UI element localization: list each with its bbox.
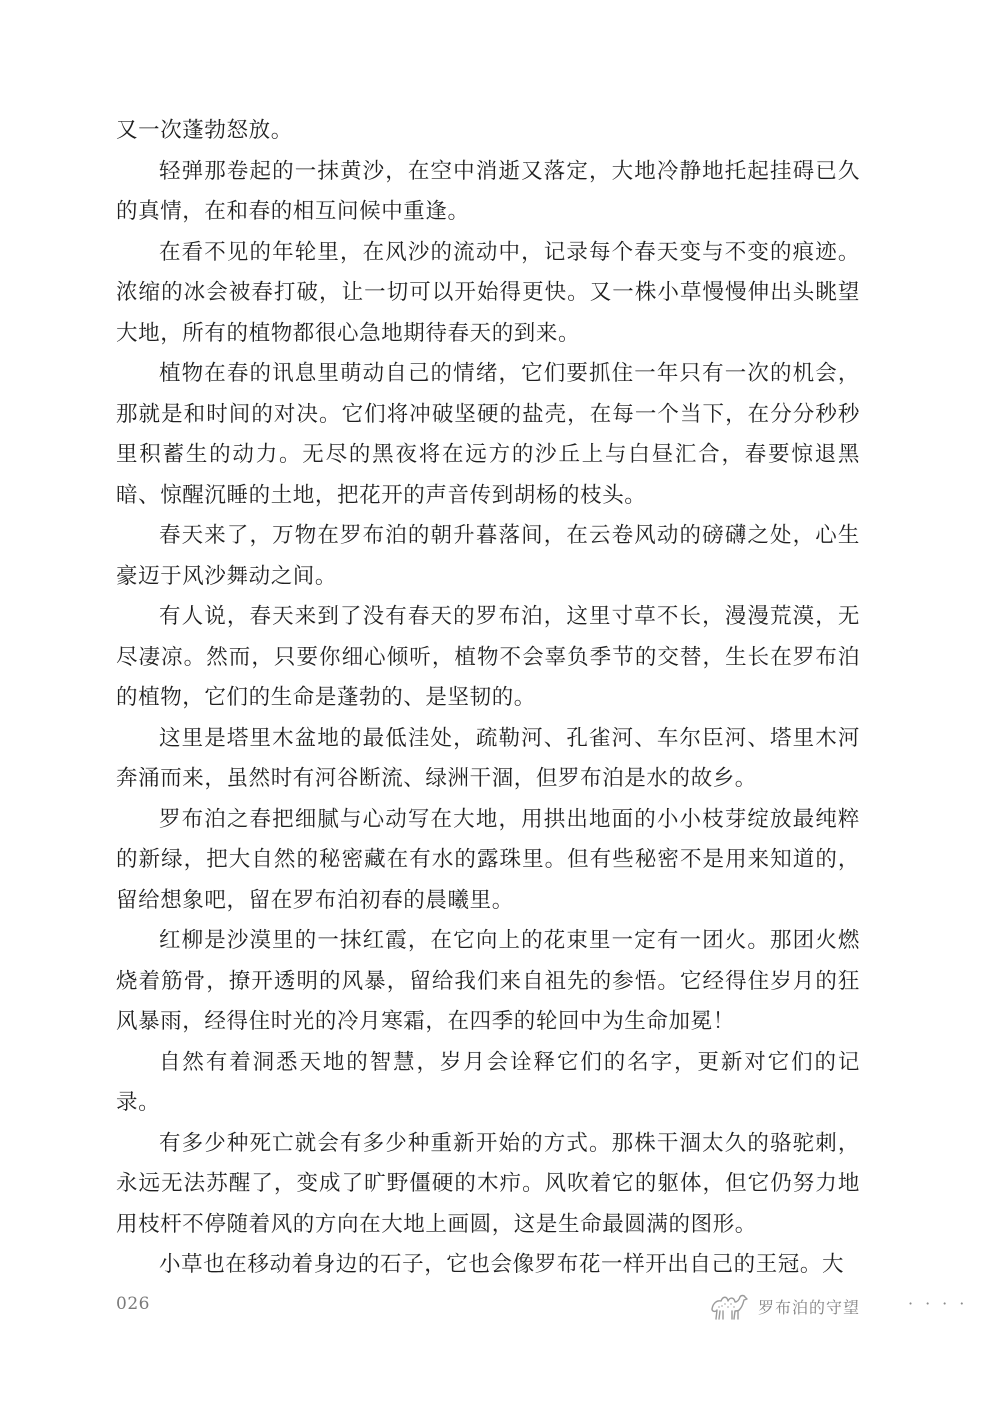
paragraph-5: 春天来了，万物在罗布泊的朝升暮落间，在云卷风动的磅礴之处，心生豪迈于风沙舞动之间。 bbox=[116, 523, 860, 589]
page-footer bbox=[116, 1286, 1003, 1326]
book-title: 罗布泊的守望 bbox=[758, 1297, 861, 1317]
paragraph-4: 植物在春的讯息里萌动自己的情绪，它们要抓住一年只有一次的机会，那就是和时间的对决。它们将冲破坚硬的盐壳，在每一个当下，在分分秒秒里积蓄生的动力。无尽的黑夜将在远方的沙丘上与白昼汇合，春要惊退黑暗、惊醒沉睡的土地，把花开的声音传到胡杨的枝头。 bbox=[116, 361, 860, 508]
page-number: 026 bbox=[116, 1294, 150, 1314]
paragraph-1: 又一次蓬勃怒放。 bbox=[116, 118, 293, 143]
paragraph-10: 自然有着洞悉天地的智慧，岁月会诠释它们的名字，更新对它们的记录。 bbox=[116, 1049, 860, 1115]
paragraph-2: 轻弹那卷起的一抹黄沙，在空中消逝又落定，大地冷静地托起挂碍已久的真情，在和春的相互问候中重逢。 bbox=[116, 158, 860, 224]
paragraph-3: 在看不见的年轮里，在风沙的流动中，记录每个春天变与不变的痕迹。浓缩的冰会被春打破，让一切可以开始得更快。又一株小草慢慢伸出头眺望大地，所有的植物都很心急地期待春天的到来。 bbox=[116, 239, 860, 346]
decorative-dots: ···· bbox=[908, 1294, 977, 1313]
paragraph-8: 罗布泊之春把细腻与心动写在大地，用拱出地面的小小枝芽绽放最纯粹的新绿，把大自然的秘密藏在有水的露珠里。但有些秘密不是用来知道的，留给想象吧，留在罗布泊初春的晨曦里。 bbox=[116, 806, 860, 913]
paragraph-11: 有多少种死亡就会有多少种重新开始的方式。那株干涸太久的骆驼刺，永远无法苏醒了，变成了旷野僵硬的木疖。风吹着它的躯体，但它仍努力地用枝杆不停随着风的方向在大地上画圆，这是生命最圆满的图形。 bbox=[116, 1130, 860, 1237]
camel-icon bbox=[708, 1289, 752, 1323]
paragraph-12: 小草也在移动着身边的石子，它也会像罗布花一样开出自己的王冠。大 bbox=[159, 1252, 845, 1277]
running-title bbox=[708, 1286, 860, 1326]
paragraph-7: 这里是塔里木盆地的最低洼处，疏勒河、孔雀河、车尔臣河、塔里木河奔涌而来，虽然时有河谷断流、绿洲干涸，但罗布泊是水的故乡。 bbox=[116, 725, 860, 791]
paragraph-6: 有人说，春天来到了没有春天的罗布泊，这里寸草不长，漫漫荒漠，无尽凄凉。然而，只要你细心倾听，植物不会辜负季节的交替，生长在罗布泊的植物，它们的生命是蓬勃的、是坚韧的。 bbox=[116, 604, 860, 710]
paragraph-9: 红柳是沙漠里的一抹红霞，在它向上的花束里一定有一团火。那团火燃烧着筋骨，撩开透明的风暴，留给我们来自祖先的参悟。它经得住岁月的狂风暴雨，经得住时光的冷月寒霜，在四季的轮回中为生命加冕！ bbox=[116, 928, 860, 1034]
body-text bbox=[116, 111, 860, 1286]
